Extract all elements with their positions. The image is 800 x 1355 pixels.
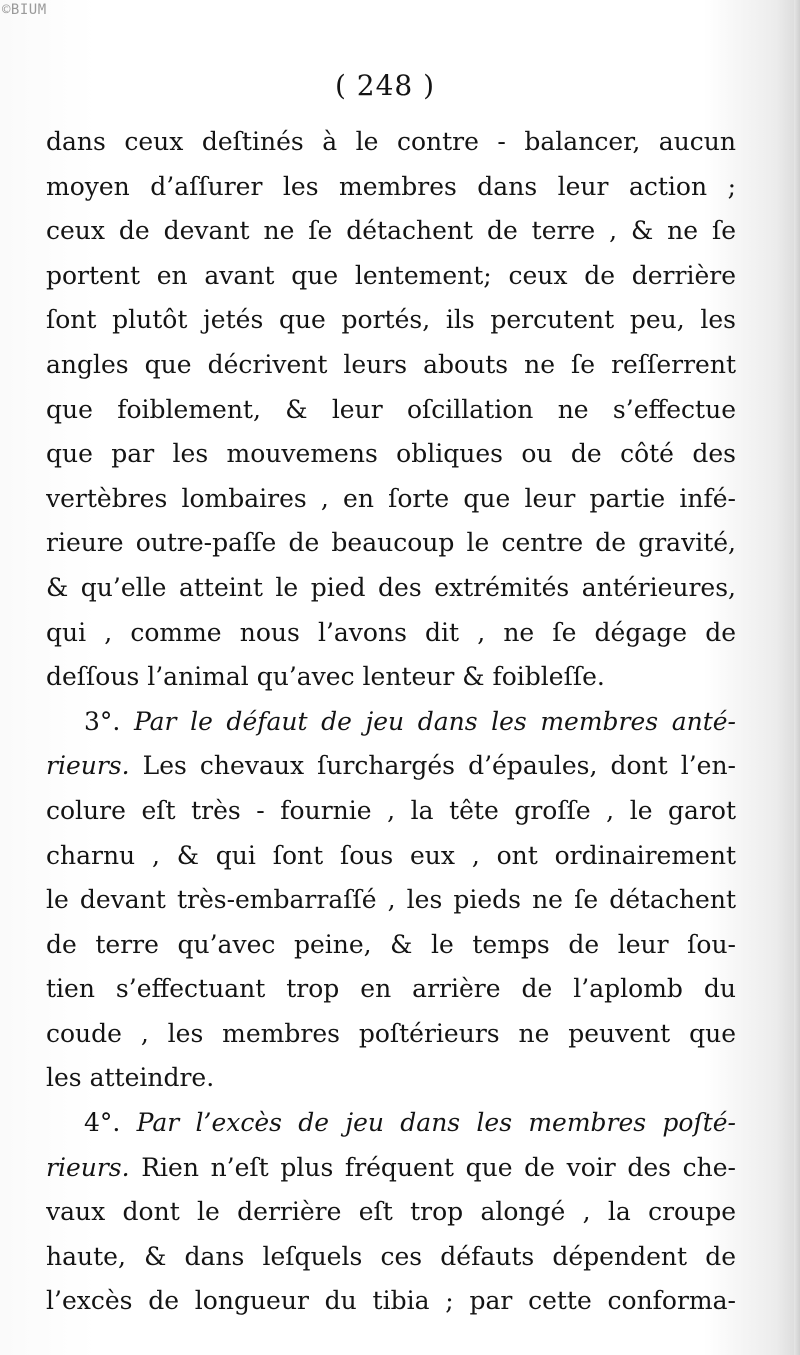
section-title-italic: Par l’excès de jeu dans les membres poſté- [136,1108,736,1138]
text-line [46,388,736,433]
line-text: & qu’elle atteint le pied des extrémités antérieures, [46,572,736,602]
line-text: ceux de devant ne ſe détachent de terre , & ne ſe [46,216,736,246]
section-title-italic: Par le défaut de jeu dans les membres anté- [133,706,736,736]
text-line [46,298,736,343]
line-text: coude , les membres poſtérieurs ne peuvent que [46,1018,736,1048]
section-heading-line [46,700,736,745]
text-line [46,923,736,968]
line-text: vaux dont le derrière eſt trop alongé , la croupe [46,1197,736,1227]
page-edge-shadow [794,0,800,1355]
text-line [46,744,736,789]
line-text: que foiblement, & leur oſcillation ne s’effectue [46,394,736,424]
line-text: dans ceux deſtinés à le contre - balancer, aucun [46,127,736,156]
text-line [46,878,736,923]
text-line [46,477,736,522]
text-line [46,1012,736,1057]
text-line [46,1056,736,1101]
line-text: tien s’effectuant trop en arrière de l’aplomb du [46,974,736,1004]
line-text: Rien n’eſt plus fréquent que de voir des che- [129,1152,736,1182]
body-text [46,120,736,1324]
text-line [46,1279,736,1324]
section-number: 4°. [84,1108,137,1138]
text-line [46,209,736,254]
line-text: colure eſt très - fournie , la tête groſſe , le garot [46,795,736,825]
text-line [46,165,736,210]
line-text: haute, & dans leſquels ces défauts dépendent de [46,1241,736,1271]
line-text: que par les mouvemens obliques ou de côté des [46,439,736,469]
text-line [46,1190,736,1235]
line-text: rieure outre-paſſe de beaucoup le centre de gravité, [46,528,736,558]
text-line [46,655,736,700]
text-line [46,1235,736,1280]
text-line [46,967,736,1012]
line-text: angles que décrivent leurs abouts ne ſe reſſerrent [46,349,736,379]
line-text: les atteindre. [46,1063,215,1093]
text-line [46,566,736,611]
section-number: 3°. [84,706,134,736]
text-line [46,521,736,566]
text-line [46,432,736,477]
line-text: portent en avant que lentement; ceux de derrière [46,260,736,290]
text-line [46,254,736,299]
line-text: l’excès de longueur du tibia ; par cette conforma- [46,1286,736,1316]
line-text: deſſous l’animal qu’avec lenteur & foibleſſe. [46,662,605,692]
text-line [46,1146,736,1191]
line-text: de terre qu’avec peine, & le temps de leur ſou- [46,929,736,959]
line-text: Les chevaux ſurchargés d’épaules, dont l’en- [129,751,736,781]
text-line [46,343,736,388]
text-line [46,834,736,879]
line-text: charnu , & qui ſont ſous eux , ont ordinairement [46,840,736,870]
text-line [46,789,736,834]
line-text: vertèbres lombaires , en ſorte que leur partie infé- [46,483,736,513]
line-text: ſont plutôt jetés que portés, ils percutent peu, les [46,305,736,335]
line-text: moyen d’aſſurer les membres dans leur action ; [46,171,736,201]
text-line [46,611,736,656]
section-title-italic: rieurs. [46,1152,130,1182]
text-line [46,120,736,165]
section-heading-line [46,1101,736,1146]
line-text: qui , comme nous l’avons dit , ne ſe dégage de [46,617,736,647]
library-watermark: ©BIUM [2,2,47,18]
section-title-italic: rieurs. [46,751,130,781]
page-number: ( 248 ) [334,69,436,102]
line-text: le devant très-embarraſſé , les pieds ne ſe détachent [46,885,736,915]
